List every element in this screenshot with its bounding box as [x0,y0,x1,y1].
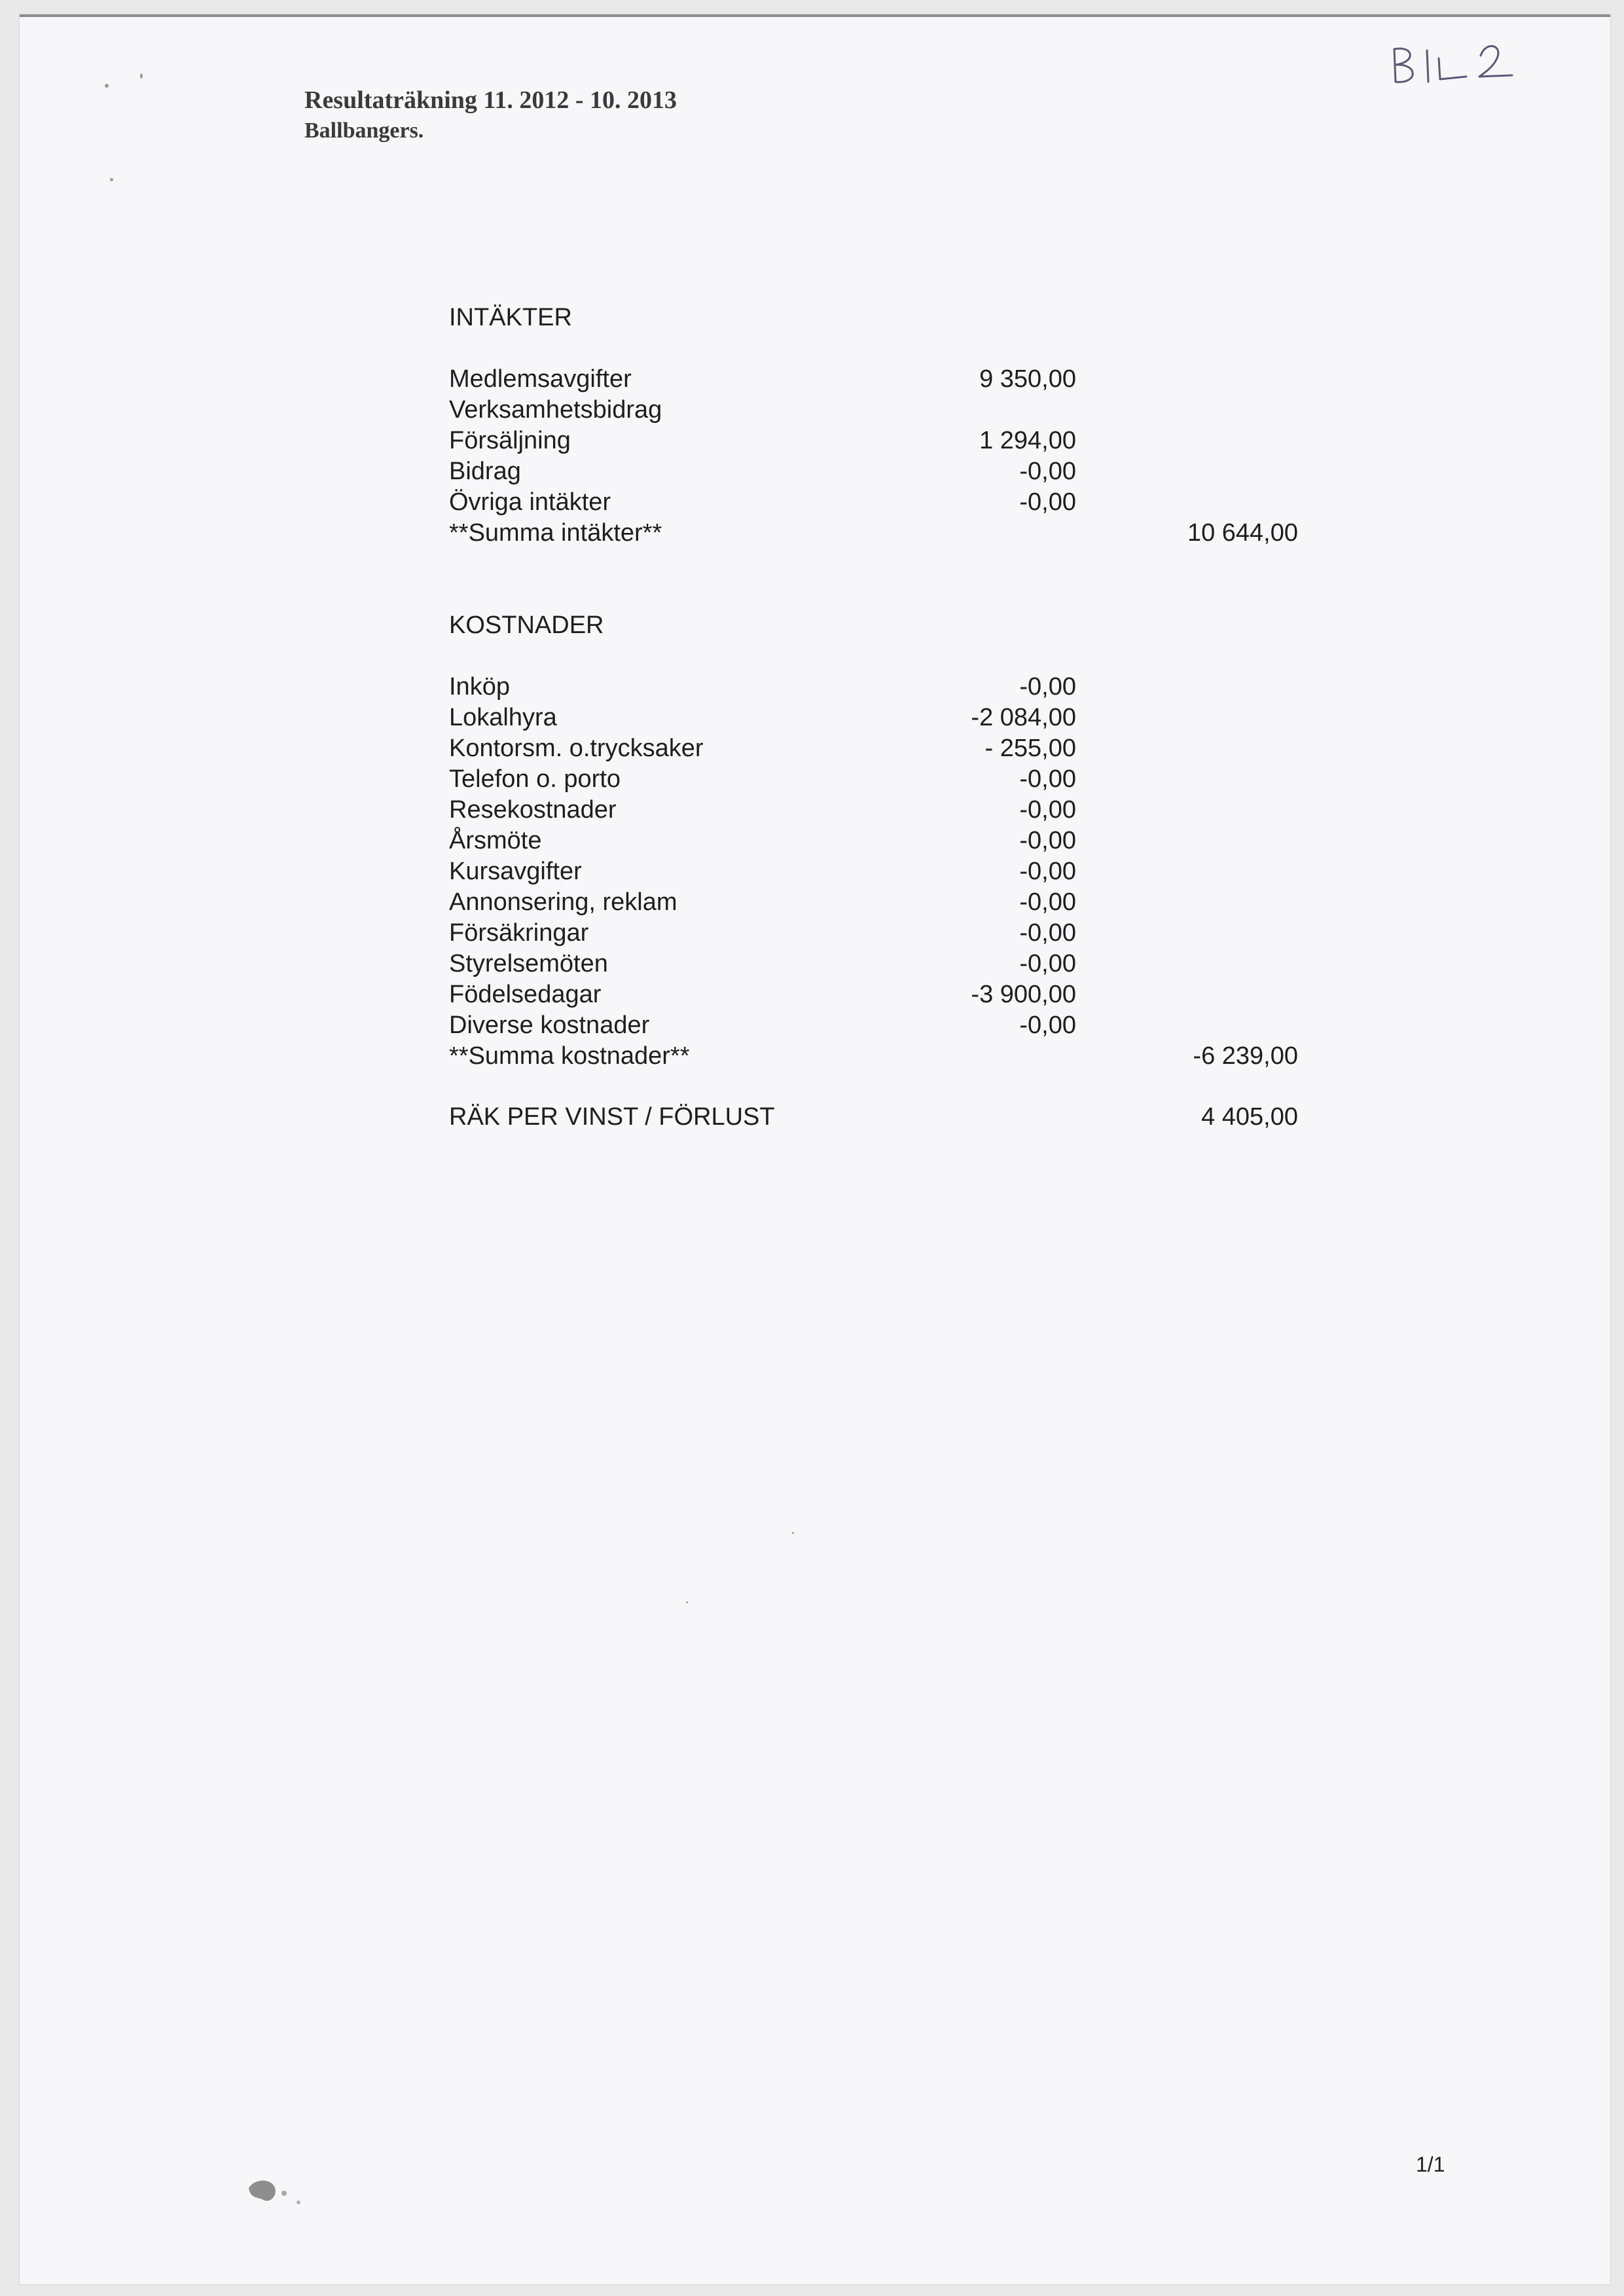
income-item-amount: 1 294,00 [979,427,1076,454]
scan-speck [792,1532,794,1534]
income-item-amount: -0,00 [1019,488,1076,516]
cost-item-amount: -0,00 [1019,673,1076,701]
result-label: RÄK PER VINST / FÖRLUST [449,1103,775,1131]
document-page [20,14,1610,2284]
cost-item-amount: -0,00 [1019,827,1076,854]
income-total-label: **Summa intäkter** [449,519,662,547]
cost-item-amount: -0,00 [1019,919,1076,947]
cost-item-amount: -0,00 [1019,888,1076,916]
scan-speck [686,1601,688,1603]
organization-name: Ballbangers. [304,118,424,143]
document-header [304,84,677,145]
cost-item-amount: -0,00 [1019,765,1076,793]
cost-item-amount: -0,00 [1019,796,1076,824]
cost-item-label: Diverse kostnader [449,1011,650,1039]
income-item-label: Försäljning [449,427,571,454]
cost-item-label: Årsmöte [449,827,542,854]
cost-item-label: Försäkringar [449,919,589,947]
cost-item-amount: -2 084,00 [971,704,1076,731]
scan-speck [140,73,143,79]
cost-item-label: Inköp [449,673,510,701]
costs-heading: KOSTNADER [449,611,604,639]
cost-item-label: Kontorsm. o.trycksaker [449,735,704,762]
result-value: 4 405,00 [1201,1103,1298,1131]
income-item-label: Bidrag [449,458,521,485]
cost-item-amount: - 255,00 [984,735,1076,762]
cost-item-label: Lokalhyra [449,704,557,731]
income-item-label: Övriga intäkter [449,488,611,516]
income-item-amount: 9 350,00 [979,365,1076,393]
cost-item-label: Födelsedagar [449,981,602,1008]
income-item-label: Medlemsavgifter [449,365,632,393]
report-title: Resultaträkning 11. 2012 - 10. 2013 [304,86,677,114]
income-total-value: 10 644,00 [1187,519,1298,547]
cost-item-label: Kursavgifter [449,858,582,885]
income-item-label: Verksamhetsbidrag [449,396,662,424]
cost-item-amount: -0,00 [1019,1011,1076,1039]
income-item-amount: -0,00 [1019,458,1076,485]
scan-speck [105,84,109,88]
cost-item-amount: -0,00 [1019,950,1076,977]
income-heading: INTÄKTER [449,304,572,331]
costs-total-label: **Summa kostnader** [449,1042,690,1070]
page-number: 1/1 [1416,2153,1445,2176]
cost-item-label: Annonsering, reklam [449,888,677,916]
cost-item-label: Resekostnader [449,796,617,824]
cost-item-label: Styrelsemöten [449,950,608,977]
cost-item-label: Telefon o. porto [449,765,621,793]
scan-speck [110,178,113,181]
costs-total-value: -6 239,00 [1193,1042,1298,1070]
cost-item-amount: -3 900,00 [971,981,1076,1008]
handwritten-annotation [1388,36,1519,95]
ink-smudge [244,2174,316,2213]
cost-item-amount: -0,00 [1019,858,1076,885]
